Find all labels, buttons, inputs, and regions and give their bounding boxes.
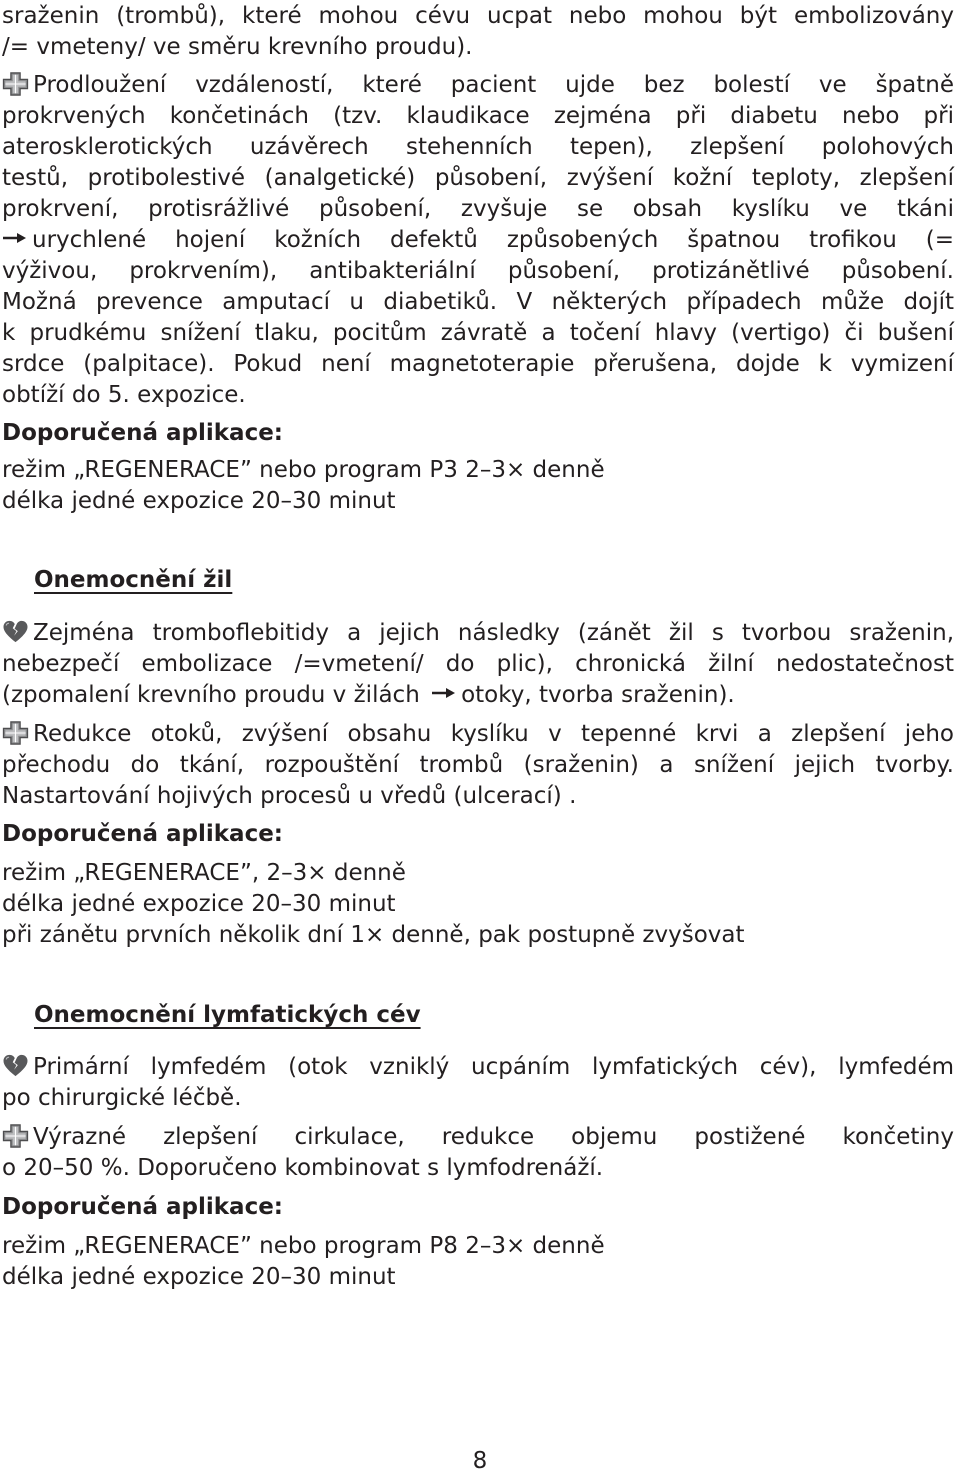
right-arrow-icon: [431, 685, 457, 701]
paragraph-line: testů, protibolestivé (analgetické) působení, zvýšení kožní teploty, zlepšení: [2, 165, 954, 191]
paragraph-line: aterosklerotických uzávěrech stehenních tepen), zlepšení polohových: [2, 134, 954, 160]
recommendation-line: délka jedné expozice 20–30 minut: [2, 488, 396, 514]
right-arrow-icon: [2, 230, 28, 246]
recommendation-line: režim „REGENERACE”, 2–3× denně: [2, 860, 406, 886]
medical-cross-icon: [2, 721, 29, 745]
paragraph-line: Zejména tromboflebitidy a jejich následky (zánět žil s tvorbou sraženin,: [2, 618, 954, 649]
section-heading-lymphatic: Onemocnění lymfatických cév: [34, 1002, 421, 1028]
paragraph-line: /= vmeteny/ ve směru krevního proudu).: [2, 34, 473, 60]
paragraph-line: výživou, prokrvením), antibakteriální působení, protizánětlivé působení.: [2, 258, 954, 284]
medical-cross-icon: [2, 1124, 29, 1148]
paragraph-line: Redukce otoků, zvýšení obsahu kyslíku v tepenné krvi a zlepšení jeho: [2, 719, 954, 750]
medical-cross-icon: [2, 72, 29, 96]
paragraph-line: srdce (palpitace). Pokud není magnetoterapie přerušena, dojde k vymizení: [2, 351, 954, 377]
recommendation-line: režim „REGENERACE” nebo program P3 2–3× denně: [2, 457, 605, 483]
recommendation-line: režim „REGENERACE” nebo program P8 2–3× denně: [2, 1233, 605, 1259]
paragraph-line: nebezpečí embolizace /=vmetení/ do plic), chronická žilní nedostatečnost: [2, 651, 954, 677]
paragraph-line: po chirurgické léčbě.: [2, 1085, 242, 1111]
paragraph-line: sraženin (trombů), které mohou cévu ucpat nebo mohou být embolizovány: [2, 3, 954, 29]
paragraph-line: Možná prevence amputací u diabetiků. V některých případech může dojít: [2, 289, 954, 315]
paragraph-line: Primární lymfedém (otok vzniklý ucpáním lymfatických cév), lymfedém: [2, 1052, 954, 1083]
broken-heart-icon: [2, 1054, 29, 1078]
paragraph-line: (zpomalení krevního proudu v žilách otoky, tvorba sraženin).: [2, 682, 735, 708]
paragraph-line: přechodu do tkání, rozpouštění trombů (sraženin) a snížení jejich tvorby.: [2, 752, 954, 778]
section-heading-veins: Onemocnění žil: [34, 567, 233, 593]
page-number: 8: [472, 1448, 488, 1474]
broken-heart-icon: [2, 620, 29, 644]
recommendation-line: délka jedné expozice 20–30 minut: [2, 1264, 396, 1290]
recommendation-line: při zánětu prvních několik dní 1× denně, pak postupně zvyšovat: [2, 922, 745, 948]
paragraph-line: Nastartování hojivých procesů u vředů (ulcerací) .: [2, 783, 577, 809]
paragraph-line: Výrazné zlepšení cirkulace, redukce objemu postižené končetiny: [2, 1122, 954, 1153]
paragraph-line: Prodloužení vzdáleností, které pacient ujde bez bolestí ve špatně: [2, 70, 954, 101]
paragraph-line: prokrvení, protisrážlivé působení, zvyšuje se obsah kyslíku ve tkáni: [2, 196, 954, 222]
paragraph-line: urychlené hojení kožních defektů způsobených špatnou trofikou (=: [2, 225, 954, 256]
recommendation-line: délka jedné expozice 20–30 minut: [2, 891, 396, 917]
paragraph-line: prokrvených končetinách (tzv. klaudikace zejména při diabetu nebo při: [2, 103, 954, 129]
paragraph-line: k prudkému snížení tlaku, pocitům závratě a točení hlavy (vertigo) či bušení: [2, 320, 954, 346]
paragraph-line: o 20–50 %. Doporučeno kombinovat s lymfodrenáží.: [2, 1155, 604, 1181]
recommended-application-label: Doporučená aplikace:: [2, 1194, 284, 1220]
recommended-application-label: Doporučená aplikace:: [2, 821, 284, 847]
recommended-application-label: Doporučená aplikace:: [2, 420, 284, 446]
paragraph-line: obtíží do 5. expozice.: [2, 382, 246, 408]
